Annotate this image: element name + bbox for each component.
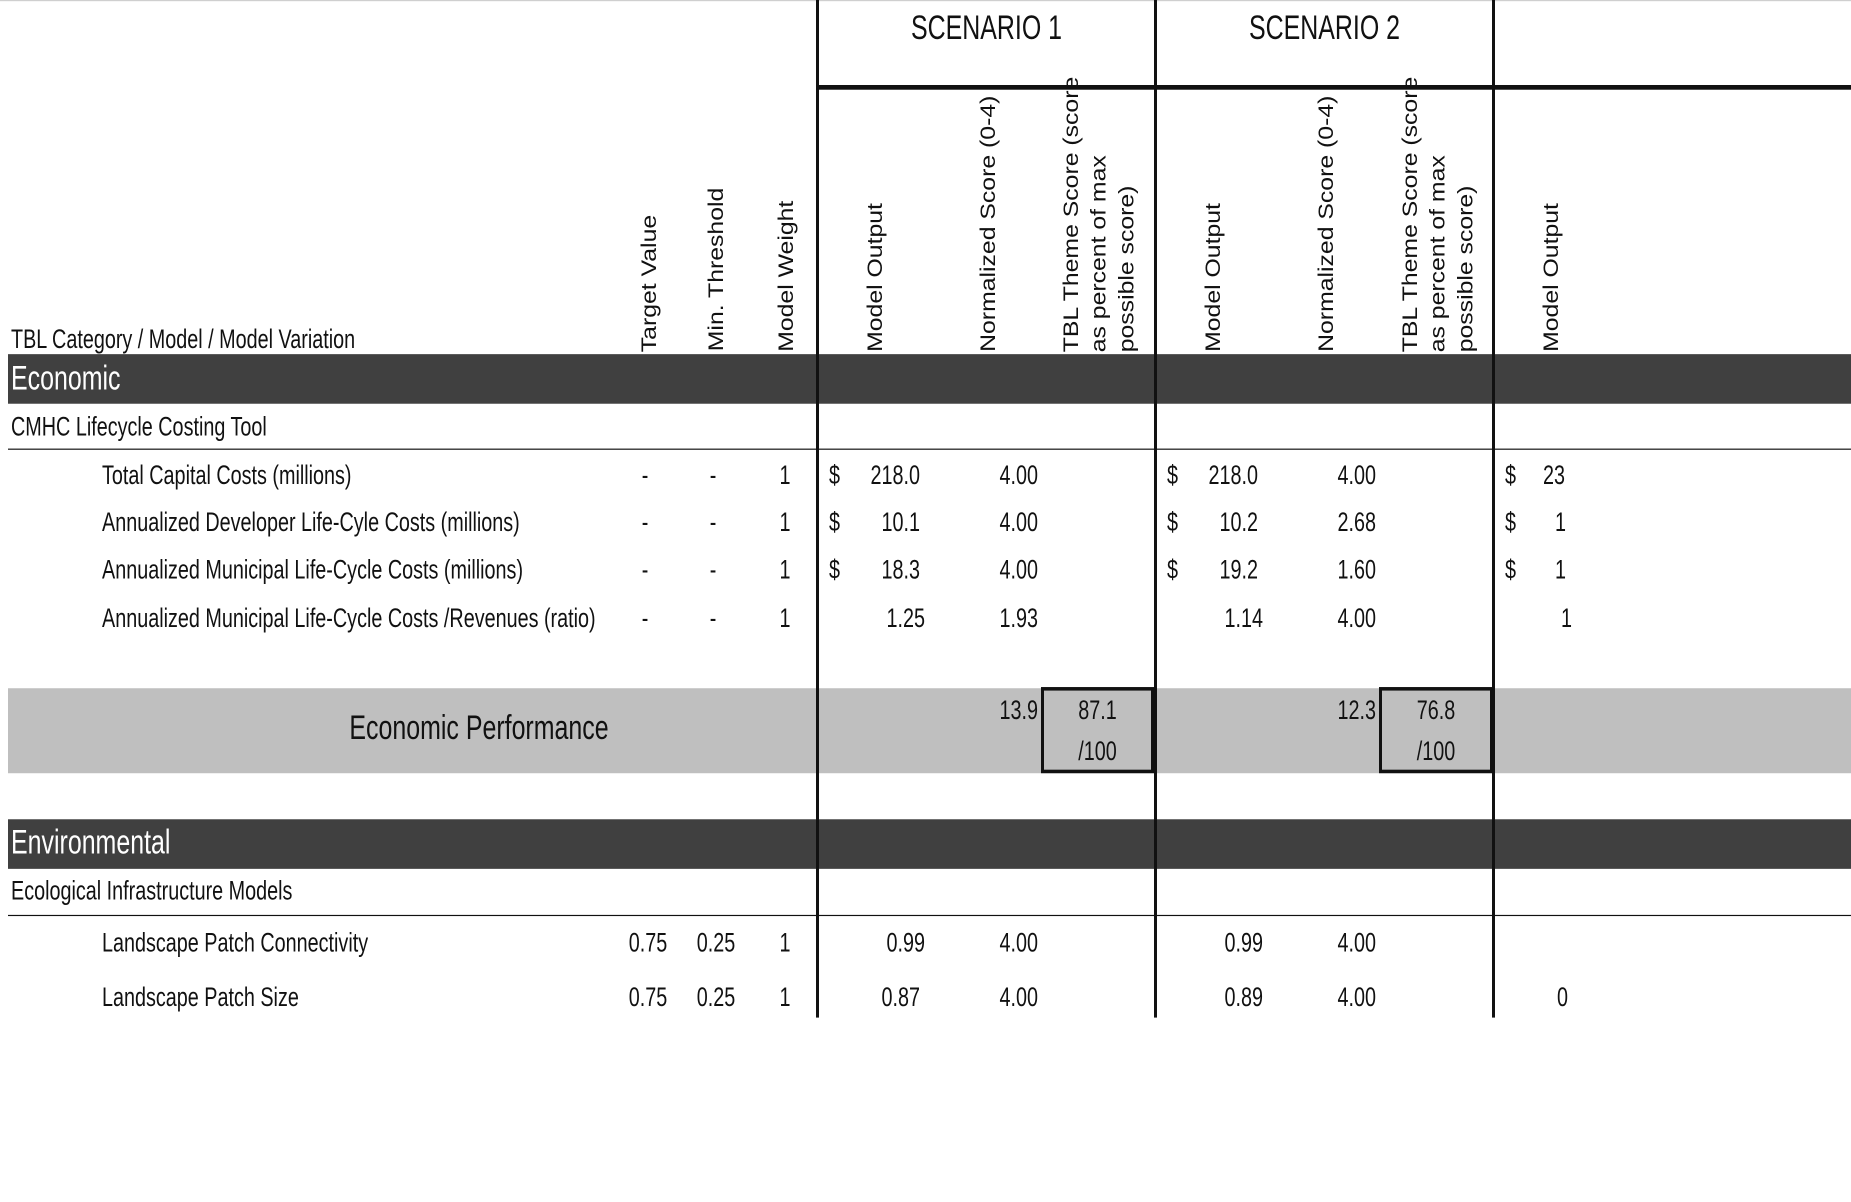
row-label-header: TBL Category / Model / Model Variation <box>11 323 356 355</box>
econ-s3-output: 23 <box>1543 459 1566 490</box>
economic-model-rule <box>8 449 1851 450</box>
s2-performance-score: 76.8 <box>1416 694 1456 725</box>
environmental-model-rule <box>8 915 1851 916</box>
environmental-title: Environmental <box>11 823 171 862</box>
economic-model-title: CMHC Lifecycle Costing Tool <box>11 410 267 442</box>
econ-row-min: - <box>709 553 717 585</box>
econ-row-target: - <box>641 506 649 538</box>
s1-tbl-score-header: TBL Theme Score (score as percent of max possible score) <box>1060 76 1139 352</box>
env-s1-output: 0.87 <box>881 980 920 1012</box>
s1-performance-score: 87.1 <box>1078 694 1117 725</box>
econ-row-weight: 1 <box>779 459 791 490</box>
econ-s1-normalized: 1.93 <box>999 602 1038 633</box>
s2-performance-sum: 12.3 <box>1337 694 1376 725</box>
econ-row-weight: 1 <box>779 602 791 633</box>
econ-s1-output: 10.1 <box>881 506 920 538</box>
col-target-header: Target Value <box>638 214 661 352</box>
econ-s3-currency: $ <box>1505 459 1517 490</box>
scenario-3-left-border <box>1492 0 1495 1018</box>
s1-performance-sum: 13.9 <box>999 694 1038 725</box>
econ-s2-normalized: 4.00 <box>1337 602 1376 633</box>
economic-performance-label: Economic Performance <box>349 709 609 748</box>
econ-s1-output: 218.0 <box>870 459 920 490</box>
econ-s2-normalized: 1.60 <box>1337 553 1376 585</box>
scenario-1-left-border <box>816 0 819 1018</box>
scenario-header-rule <box>818 85 1851 90</box>
s3-model-output-header: Model Output <box>1540 202 1563 352</box>
env-s2-output: 0.99 <box>1224 926 1263 958</box>
econ-s1-normalized: 4.00 <box>999 506 1038 538</box>
env-s1-output: 0.99 <box>886 926 925 958</box>
econ-s2-currency: $ <box>1167 459 1179 490</box>
econ-row-weight: 1 <box>779 506 791 538</box>
econ-row-label: Annualized Municipal Life-Cycle Costs (millions) <box>102 553 524 585</box>
econ-row-min: - <box>709 602 717 633</box>
econ-s3-output: 1 <box>1561 602 1573 633</box>
env-s3-output: 0 <box>1557 980 1569 1012</box>
econ-s1-output: 1.25 <box>886 602 925 633</box>
env-s2-output: 0.89 <box>1224 980 1263 1012</box>
env-row-label: Landscape Patch Size <box>102 980 299 1012</box>
econ-row-min: - <box>709 506 717 538</box>
env-row-target: 0.75 <box>628 980 668 1012</box>
econ-s2-output: 19.2 <box>1219 553 1258 585</box>
scenario-2-left-border <box>1154 0 1157 1018</box>
econ-s1-currency: $ <box>829 553 841 585</box>
env-s1-normalized: 4.00 <box>999 980 1038 1012</box>
env-row-min: 0.25 <box>696 926 736 958</box>
econ-s2-normalized: 2.68 <box>1337 506 1376 538</box>
s1-performance-max: /100 <box>1078 735 1117 767</box>
econ-s1-normalized: 4.00 <box>999 459 1038 490</box>
econ-s2-output: 218.0 <box>1208 459 1258 490</box>
s2-model-output-header: Model Output <box>1202 202 1225 352</box>
env-s2-normalized: 4.00 <box>1337 926 1376 958</box>
env-s2-normalized: 4.00 <box>1337 980 1376 1012</box>
s2-tbl-score-header: TBL Theme Score (score as percent of max possible score) <box>1399 76 1478 352</box>
env-s1-normalized: 4.00 <box>999 926 1038 958</box>
environmental-model-title: Ecological Infrastructure Models <box>11 874 293 906</box>
econ-s3-currency: $ <box>1505 553 1517 585</box>
econ-s1-currency: $ <box>829 459 841 490</box>
top-border <box>0 0 1851 1</box>
econ-row-label: Total Capital Costs (millions) <box>102 459 352 490</box>
econ-s3-currency: $ <box>1505 506 1517 538</box>
col-min-threshold-header: Min. Threshold <box>705 188 728 352</box>
econ-row-target: - <box>641 459 649 490</box>
s1-model-output-header: Model Output <box>864 202 887 352</box>
env-row-label: Landscape Patch Connectivity <box>102 926 369 958</box>
econ-s1-normalized: 4.00 <box>999 553 1038 585</box>
economic-title: Economic <box>11 360 121 398</box>
econ-s2-output: 10.2 <box>1219 506 1258 538</box>
econ-row-label: Annualized Developer Life-Cyle Costs (millions) <box>102 506 520 538</box>
econ-s1-output: 18.3 <box>881 553 920 585</box>
econ-s3-output: 1 <box>1555 506 1567 538</box>
environmental-band <box>8 819 1851 869</box>
scenario-1-header[interactable]: SCENARIO 1 <box>910 9 1063 48</box>
col-weight-header: Model Weight <box>775 200 798 352</box>
econ-row-min: - <box>709 459 717 490</box>
econ-s2-output: 1.14 <box>1224 602 1263 633</box>
s1-normalized-header: Normalized Score (0-4) <box>977 95 1000 352</box>
econ-row-weight: 1 <box>779 553 791 585</box>
econ-row-target: - <box>641 602 649 633</box>
econ-row-target: - <box>641 553 649 585</box>
env-row-target: 0.75 <box>628 926 668 958</box>
economic-band <box>8 354 1851 404</box>
econ-s2-currency: $ <box>1167 506 1179 538</box>
env-row-weight: 1 <box>779 980 791 1012</box>
econ-s1-currency: $ <box>829 506 841 538</box>
env-row-weight: 1 <box>779 926 791 958</box>
s2-performance-max: /100 <box>1416 735 1456 767</box>
env-row-min: 0.25 <box>696 980 736 1012</box>
econ-s2-normalized: 4.00 <box>1337 459 1376 490</box>
econ-s3-output: 1 <box>1555 553 1567 585</box>
s2-normalized-header: Normalized Score (0-4) <box>1315 95 1338 352</box>
econ-s2-currency: $ <box>1167 553 1179 585</box>
scenario-2-header[interactable]: SCENARIO 2 <box>1248 9 1401 48</box>
econ-row-label: Annualized Municipal Life-Cycle Costs /Revenues (ratio) <box>102 602 596 633</box>
